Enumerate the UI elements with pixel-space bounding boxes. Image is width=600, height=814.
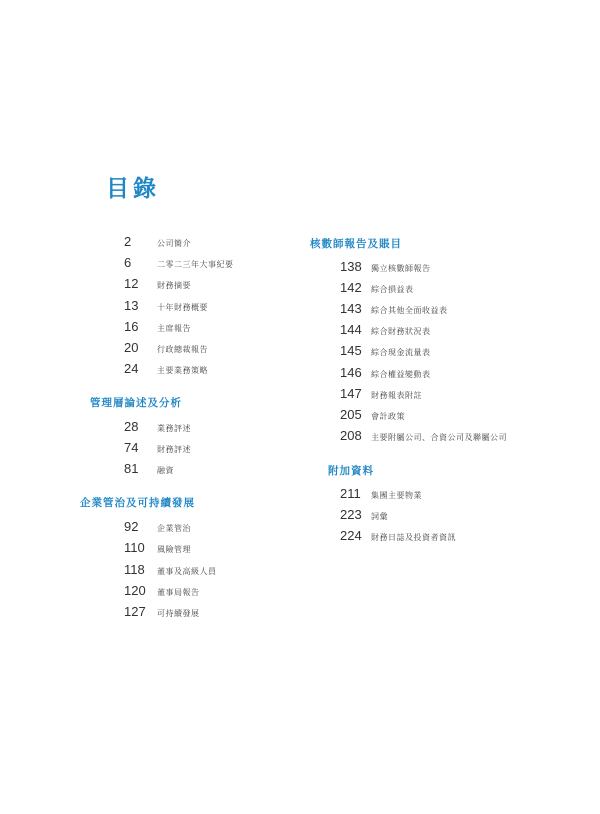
toc-entry-label: 詞彙 [371, 512, 388, 521]
toc-entry-label: 二零二三年大事紀要 [157, 260, 234, 270]
toc-page-number: 205 [340, 406, 362, 422]
toc-entry-label: 主要業務策略 [157, 366, 208, 376]
toc-page-number: 224 [340, 528, 362, 543]
toc-entry-label: 董事局報告 [157, 587, 200, 597]
toc-page-number: 92 [124, 519, 139, 534]
toc-entry-label: 行政總裁報告 [157, 345, 208, 354]
toc-entry-label: 融資 [157, 466, 174, 475]
toc-page-number: 143 [340, 301, 362, 317]
toc-page-number: 118 [124, 561, 145, 577]
toc-page-number: 20 [124, 340, 139, 355]
toc-entry-label: 風險管理 [157, 545, 191, 555]
toc-page-number: 28 [124, 419, 139, 434]
toc-page-number: 6 [124, 255, 132, 271]
toc-page-number: 12 [124, 276, 139, 292]
toc-entry-label: 集團主要物業 [371, 491, 422, 500]
toc-page-number: 74 [124, 440, 139, 455]
toc-entry-label: 十年財務概要 [157, 302, 208, 312]
toc-page-number: 16 [124, 318, 139, 334]
toc-page-number: 145 [340, 343, 362, 359]
toc-entry-label: 財務評述 [157, 445, 191, 454]
toc-entry-label: 會計政策 [371, 411, 405, 421]
section-heading-supplementary: 附加資料 [328, 465, 374, 477]
toc-page-number: 110 [124, 540, 145, 556]
toc-entry-label: 綜合財務狀況表 [371, 327, 431, 337]
toc-entry-label: 綜合現金流量表 [371, 348, 431, 358]
toc-entry-label: 獨立核數師報告 [371, 264, 431, 273]
page-title: 目錄 [106, 176, 160, 202]
toc-page-number: 120 [124, 582, 146, 598]
toc-page-number: 211 [340, 486, 361, 501]
section-heading-governance: 企業管治及可持續發展 [80, 497, 195, 509]
toc-page-number: 2 [124, 234, 132, 249]
toc-entry-label: 綜合權益變動表 [371, 369, 431, 379]
toc-page-number: 24 [124, 361, 139, 377]
toc-entry-label: 可持續發展 [157, 609, 200, 619]
toc-entry-label: 財務報表附註 [371, 390, 422, 400]
toc-page-number: 223 [340, 507, 362, 522]
toc-entry-label: 主席報告 [157, 323, 191, 333]
toc-entry-label: 財務日誌及投資者資訊 [371, 533, 456, 542]
toc-entry-label: 綜合其他全面收益表 [371, 306, 448, 316]
toc-entry-label: 主要附屬公司、合資公司及聯屬公司 [371, 432, 507, 442]
toc-page-number: 142 [340, 280, 362, 296]
toc-page-number: 146 [340, 364, 362, 380]
toc-page-number: 144 [340, 322, 362, 338]
toc-entry-label: 企業管治 [157, 524, 191, 533]
toc-entry-label: 綜合損益表 [371, 285, 414, 295]
toc-entry-label: 董事及高級人員 [157, 566, 217, 576]
toc-entry-label: 財務摘要 [157, 281, 191, 291]
toc-page-number: 208 [340, 427, 362, 443]
section-heading-mda: 管理層論述及分析 [90, 397, 182, 409]
toc-entry-label: 公司簡介 [157, 239, 191, 248]
toc-page-number: 138 [340, 259, 362, 274]
section-heading-audit: 核數師報告及賬目 [310, 238, 402, 250]
toc-page-number: 81 [124, 461, 139, 476]
toc-page-number: 147 [340, 385, 362, 401]
toc-page-number: 127 [124, 604, 146, 620]
toc-entry-label: 業務評述 [157, 424, 191, 433]
toc-page-number: 13 [124, 297, 139, 313]
